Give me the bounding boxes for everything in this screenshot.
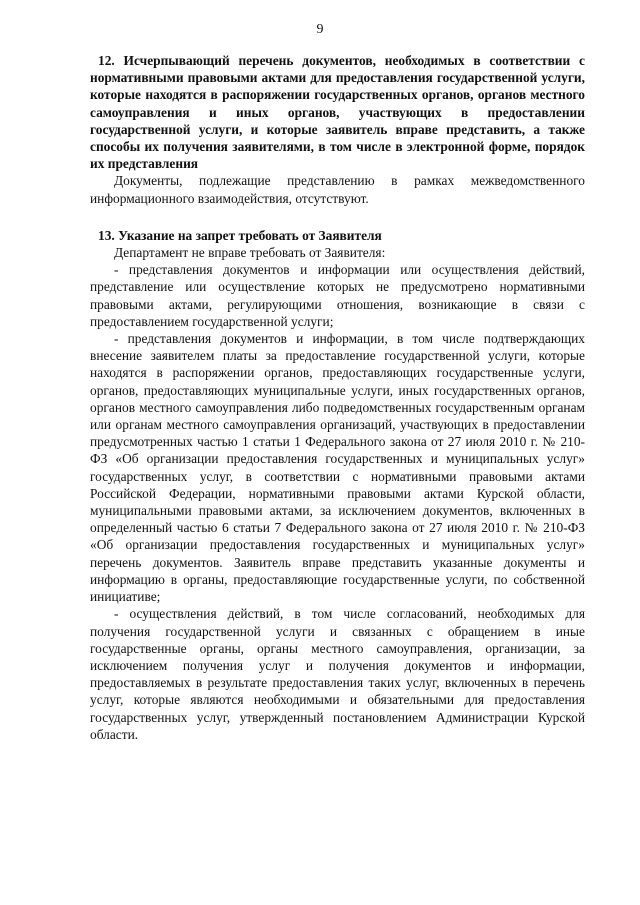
page-number: 9 [316, 22, 324, 37]
section-13-item-2: - представления документов и информации, в том числе подтверждающих внесение заявителем платы за предоставление государственной услуги, которые находятся в распоряжении органов, предоставляющих государственные услуги, органов, предоставляющих муниципальные услуги, иных государственных органов, органов местного самоуправления либо подведомственных государственным органам или органам местного самоуправления организаций, участвующих в предоставлении предусмотренных частью 1 статьи 1 Федерального закона от 27 июля 2010 г. № 210-ФЗ «Об организации предоставления государственных и муниципальных услуг» государственных услуг, в соответствии с нормативными правовыми актами Российской Федерации, нормативными правовыми актами Курской области, муниципальными правовыми актами, за исключением документов, включенных в определенный частью 6 статьи 7 Федерального закона от 27 июля 2010 г. № 210-ФЗ «Об организации предоставления государственных и муниципальных услуг» перечень документов. Заявитель вправе представить указанные документы и информацию в органы, предоставляющие государственные услуги, по собственной инициативе; [90, 331, 585, 605]
section-12-text: Документы, подлежащие представлению в рамках межведомственного информационного взаимодействия, отсутствуют. [90, 173, 585, 206]
section-13-heading: 13. Указание на запрет требовать от Заявителя [98, 227, 382, 243]
section-12-heading: 12. Исчерпывающий перечень документов, необходимых в соответствии с нормативными правовыми актами для предоставления государственной услуги, которые находятся в распоряжении государственных органов, органов местного самоуправления и иных органов, участвующих в предоставлении государственной услуги, и которые заявитель вправе представить, а также способы их получения заявителями, в том числе в электронной форме, порядок их представления [90, 53, 585, 172]
section-13-item-3: - осуществления действий, в том числе согласований, необходимых для получения государственной услуги и связанных с обращением в иные государственные органы, органы местного самоуправления, организации, за исключением получения услуг и получения документов и информации, предоставляемых в результате предоставления таких услуг, включенных в перечень услуг, которые являются необходимыми и обязательными для предоставления государственных услуг, утвержденный постановлением Администрации Курской области. [90, 606, 585, 742]
document-body [90, 52, 585, 743]
section-13-item-1: - представления документов и информации или осуществления действий, представление или осуществление которых не предусмотрено нормативными правовыми актами, регулирующими отношения, возникающие в связи с предоставлением государственной услуги; [90, 262, 585, 329]
section-13-intro: Департамент не вправе требовать от Заявителя: [114, 245, 386, 261]
section-spacer [90, 207, 585, 227]
